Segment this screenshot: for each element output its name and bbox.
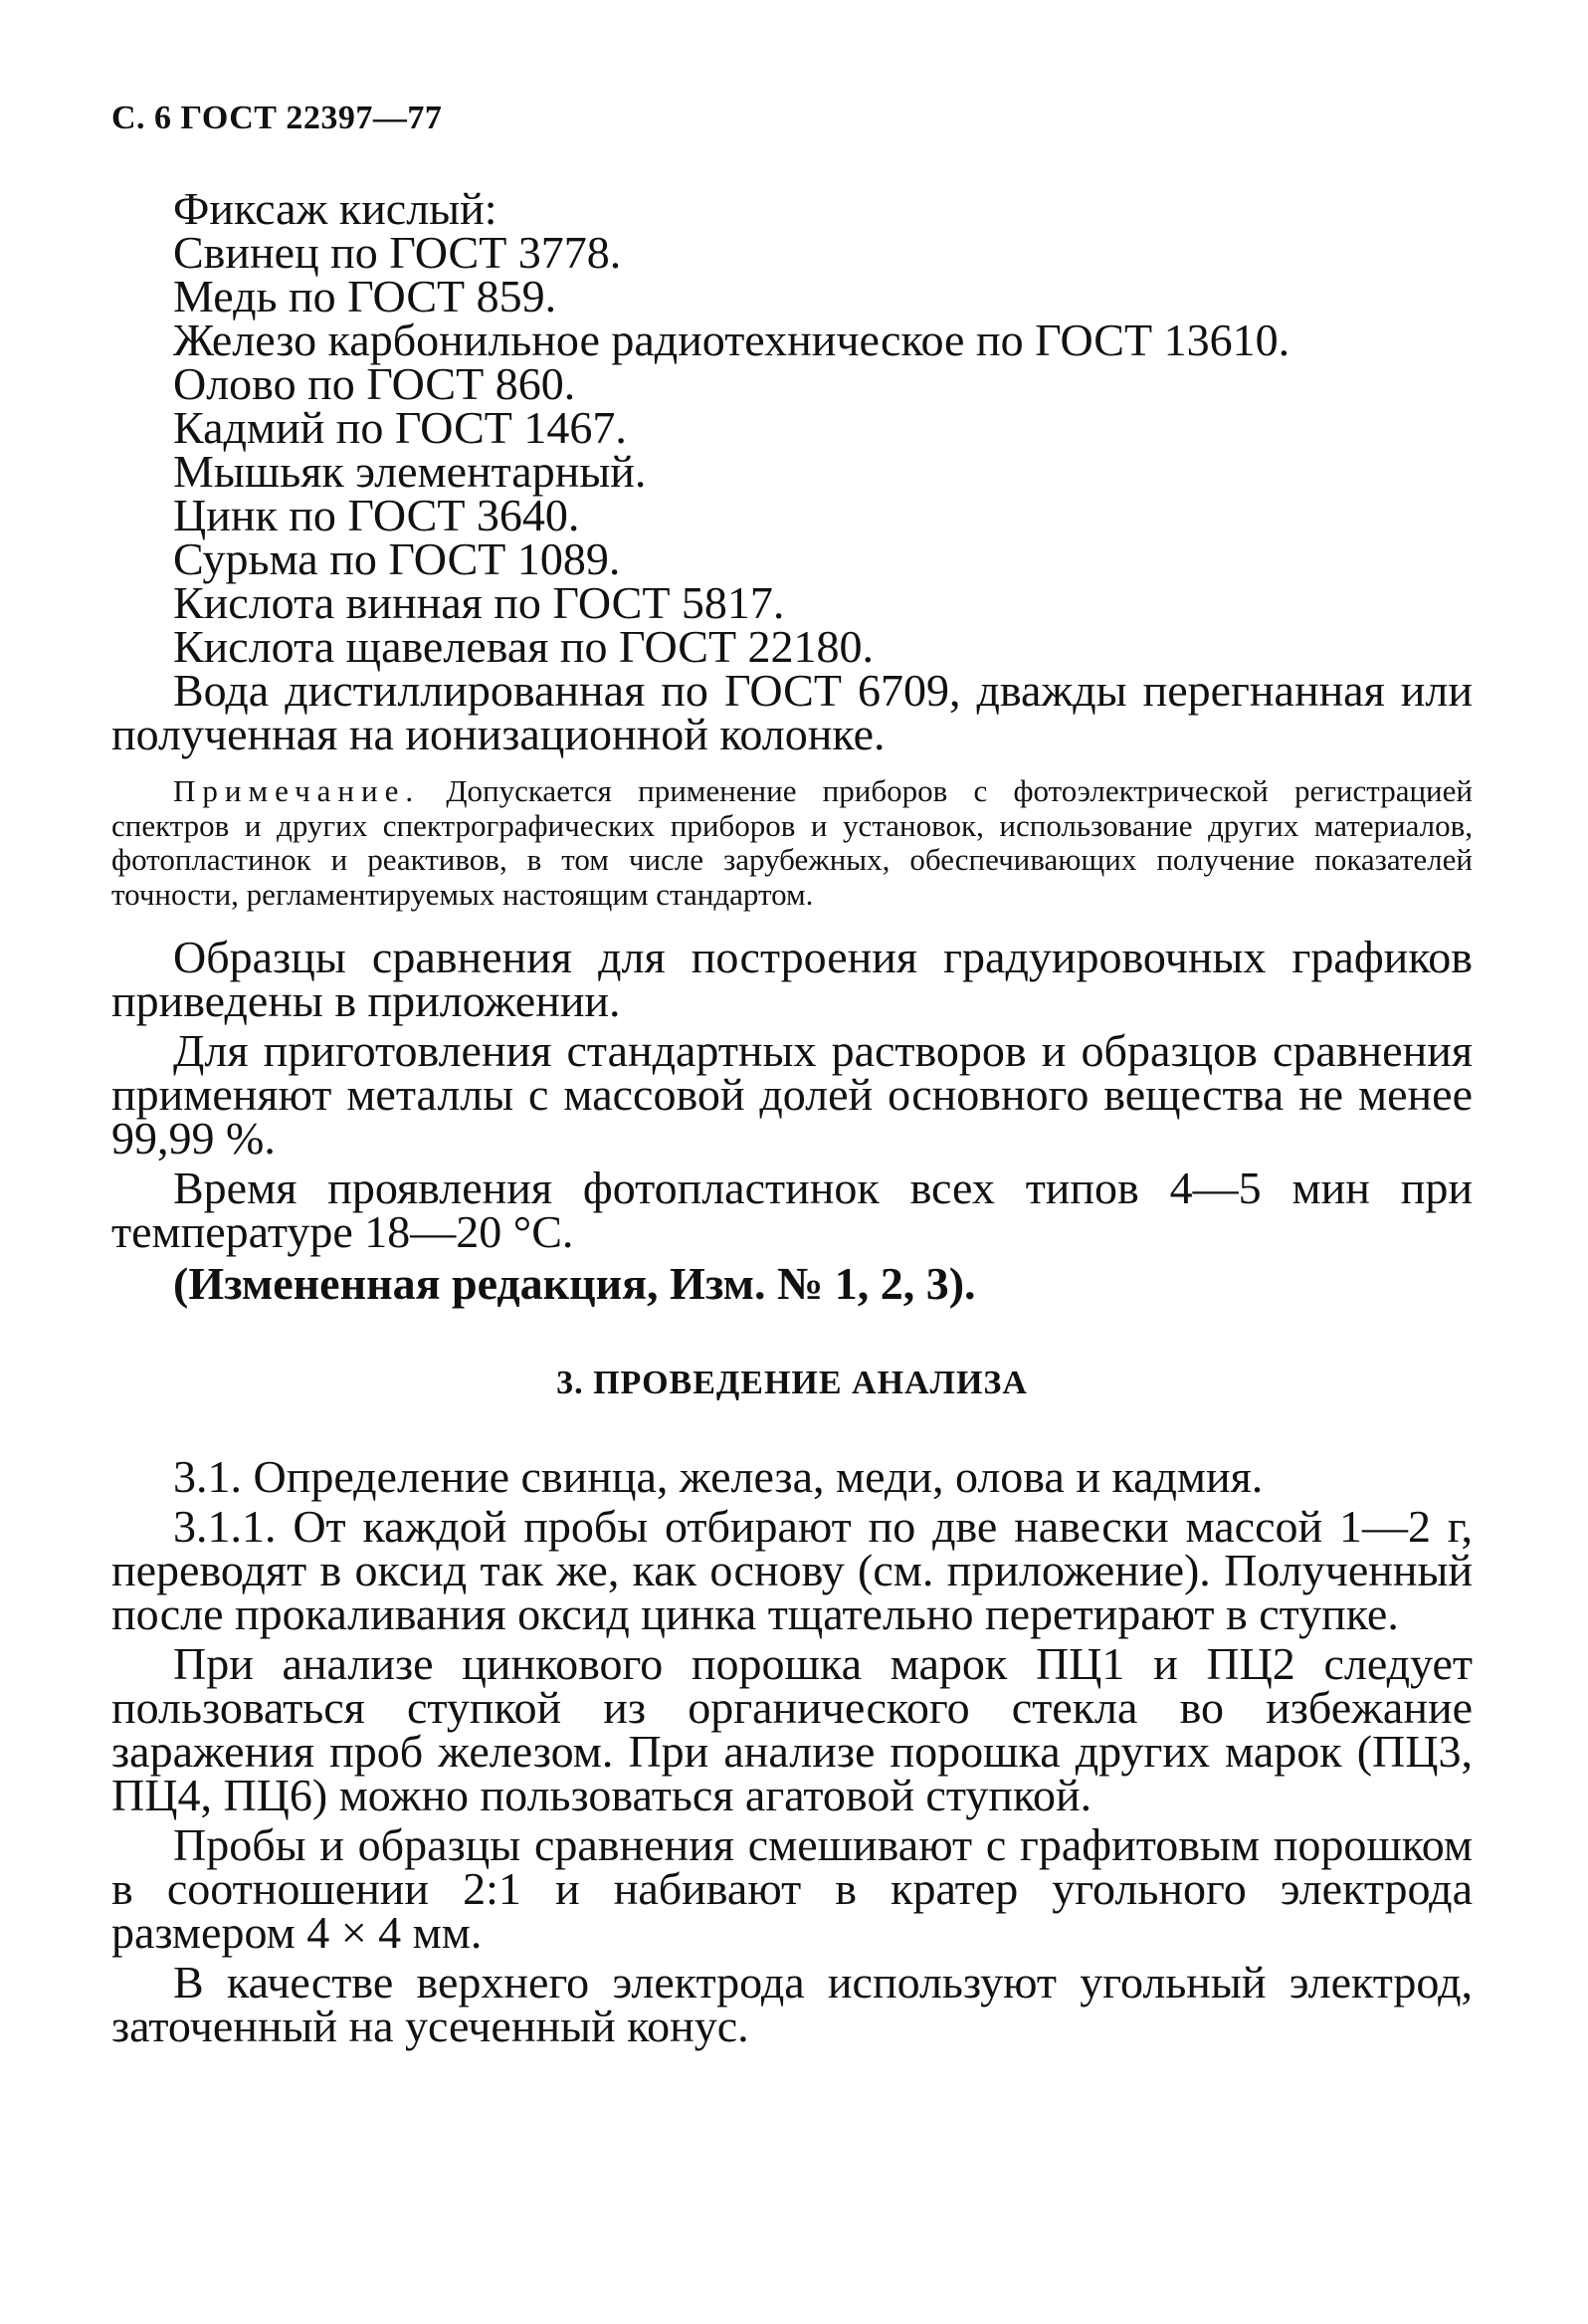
list-item: Кислота винная по ГОСТ 5817.	[173, 577, 785, 628]
list-item: Мышьяк элементарный.	[173, 446, 647, 497]
list-item: Железо карбонильное радиотехническое по ГОСТ 13610.	[173, 315, 1290, 365]
paragraph: В качестве верхнего электрода используют угольный электрод, заточенный на усеченный конус.	[111, 1957, 1473, 2051]
list-item: Медь по ГОСТ 859.	[173, 271, 557, 321]
paragraph: Для приготовления стандартных растворов и образцов сравнения применяют металлы с массовой долей основного вещества не менее 99,99 %.	[111, 1025, 1473, 1163]
page-content	[111, 183, 1473, 2051]
note-label: Примечание.	[173, 773, 421, 808]
list-item: Свинец по ГОСТ 3778.	[173, 227, 622, 278]
list-item: Олово по ГОСТ 860.	[173, 358, 576, 409]
list-item: Цинк по ГОСТ 3640.	[173, 490, 580, 540]
materials-list	[111, 183, 1473, 672]
paragraph: 3.1.1. От каждой пробы отбирают по две навески массой 1—2 г, переводят в оксид так же, как основу (см. приложение). Полученный после прокаливания оксид цинка тщательно перетирают в ступке.	[111, 1501, 1473, 1639]
list-item: Кислота щавелевая по ГОСТ 22180.	[173, 621, 875, 672]
paragraph: Пробы и образцы сравнения смешивают с графитовым порошком в соотношении 2:1 и набивают в кратер угольного электрода размером 4 × 4 мм.	[111, 1819, 1473, 1958]
list-item: Кадмий по ГОСТ 1467.	[173, 402, 627, 453]
list-item: Фиксаж кислый:	[173, 183, 497, 234]
note-text: Допускается применение приборов с фотоэлектрической регистрацией спектров и других спектрографических приборов и установок, использование других материалов, фотопластинок и реактивов, в том числе зарубежных, обеспечивающих получение показателей точности, регламентируемых настоящим стандартом.	[111, 773, 1473, 912]
paragraph: Образцы сравнения для построения градуировочных графиков приведены в приложении.	[111, 932, 1473, 1026]
note-paragraph	[111, 774, 1473, 912]
amendment-note: (Измененная редакция, Изм. № 1, 2, 3).	[173, 1258, 976, 1309]
paragraph: 3.1. Определение свинца, железа, меди, олова и кадмия.	[173, 1451, 1264, 1502]
page-header: С. 6 ГОСТ 22397—77	[111, 100, 443, 136]
water-paragraph: Вода дистиллированная по ГОСТ 6709, дважды перегнанная или полученная на ионизационной колонке.	[111, 665, 1473, 759]
list-item: Сурьма по ГОСТ 1089.	[173, 533, 621, 584]
paragraph: При анализе цинкового порошка марок ПЦ1 и ПЦ2 следует пользоваться ступкой из органического стекла во избежание заражения проб железом. При анализе порошка других марок (ПЦ3, ПЦ4, ПЦ6) можно пользоваться агатовой ступкой.	[111, 1638, 1473, 1820]
section-title: 3. ПРОВЕДЕНИЕ АНАЛИЗА	[556, 1365, 1028, 1401]
paragraph: Время проявления фотопластинок всех типов 4—5 мин при температуре 18—20 °С.	[111, 1162, 1473, 1257]
